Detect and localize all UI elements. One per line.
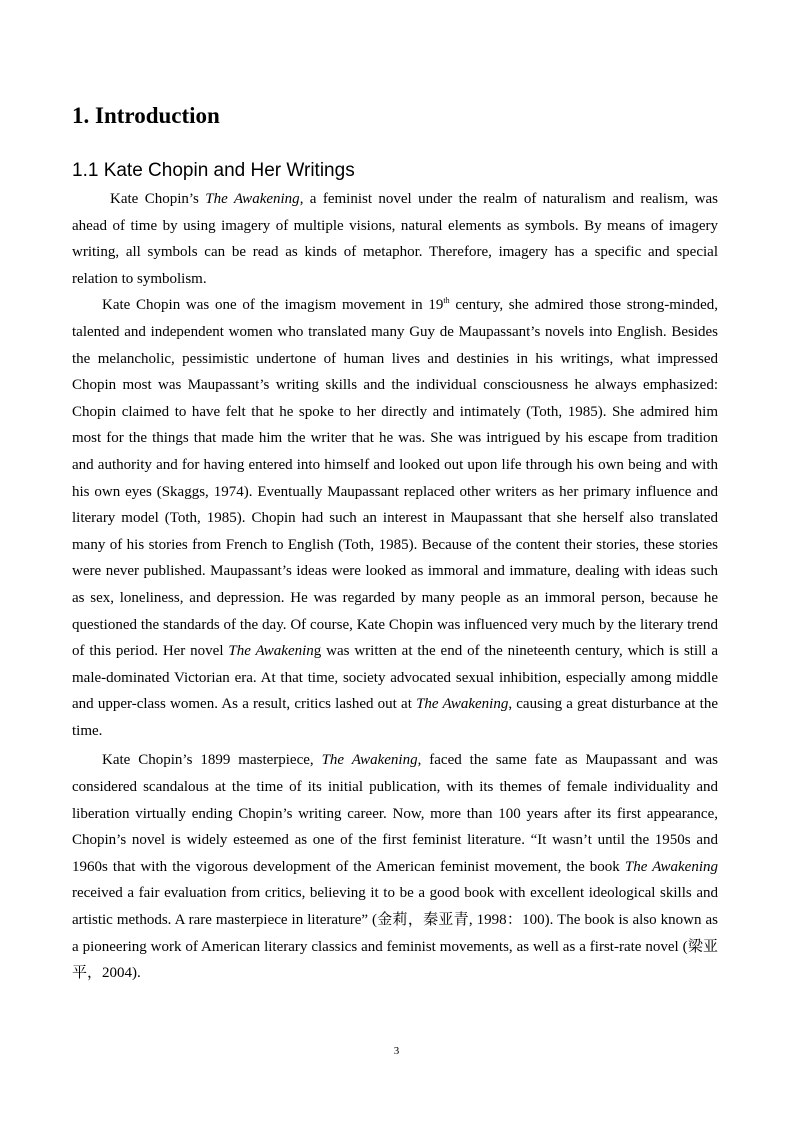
text-run: Kate Chopin was one of the imagism movement in 19 bbox=[102, 297, 444, 314]
italic-title: The Awakening bbox=[416, 696, 509, 713]
paragraph-2 bbox=[72, 292, 718, 744]
section-heading: 1.1 Kate Chopin and Her Writings bbox=[72, 160, 355, 181]
italic-title: The Awakenin bbox=[228, 643, 314, 660]
italic-title: The Awakening bbox=[321, 752, 418, 769]
text-run: century, she admired those strong-minded, talented and independent women who translated many Guy de Maupassant’s novels into English. Besides the melancholic, pessimistic undertone of human lives and destinies in his writings, what impressed Chopin most was Maupassant’s writing skills and the individual consciousness he always emphasized: Chopin claimed to have felt that he spoke to her directly and intimately (Toth, 1985). She admired him most for the things that made him the writer that he was. She was intrigued by his escape from tradition and authority and for having entered into himself and looked out upon life through his own being and with his own eyes (Skaggs, 1974). Eventually Maupassant replaced other writers as her primary influence and literary model (Toth, 1985). Chopin had such an interest in Maupassant that she herself also translated many of his stories from French to English (Toth, 1985). Because of the content their stories, these stories were never published. Maupassant’s ideas were looked as immoral and immature, dealing with ideas such as sex, loneliness, and depression. He was regarded by many people as an immoral person, because he questioned the standards of the day. Of course, Kate Chopin was influenced very much by the literary trend of this period. Her novel bbox=[72, 297, 718, 660]
italic-title: The Awakening bbox=[205, 191, 300, 207]
text-run: Kate Chopin’s 1899 masterpiece, bbox=[102, 752, 322, 769]
page-number: 3 bbox=[393, 1045, 400, 1057]
chapter-heading: 1. Introduction bbox=[72, 103, 220, 128]
text-run: , a feminist novel under the realm of naturalism and realism, was ahead of time by using imagery of multiple visions, natural elements as symbols. By means of imagery writing, all symbols can be read as kinds of metaphor. Therefore, imagery has a specific and special relation to symbolism. bbox=[72, 191, 719, 287]
italic-title: The Awakening bbox=[624, 858, 718, 875]
paragraph-3 bbox=[72, 747, 718, 986]
body-text bbox=[72, 186, 718, 987]
text-run: , causing a great disturbance at the time. bbox=[72, 696, 718, 739]
text-run: received a fair evaluation from critics, believing it to be a good book with excellent ideological skills and artistic methods. A rare masterpiece in literature” (金莉，秦亚青, 1998：100). The book is also known as a pioneering work of American literary classics and feminist movements, as well as a first-rate novel (梁亚平，2004). bbox=[72, 885, 718, 982]
text-run: , faced the same fate as Maupassant and was considered scandalous at the time of its initial publication, with its themes of female individuality and liberation virtually ending Chopin’s writing career. Now, more than 100 years after its first appearance, Chopin’s novel is widely esteemed as one of the first feminist literature. “It wasn’t until the 1950s and 1960s that with the vigorous development of the American feminist movement, the book bbox=[72, 752, 718, 875]
text-run: g was written at the end of the nineteenth century, which is still a male-dominated Victorian era. At that time, society advocated sexual inhibition, especially among middle and upper-class women. As a result, critics lashed out at bbox=[72, 643, 718, 713]
text-run: Kate Chopin’s bbox=[110, 191, 206, 207]
superscript: th bbox=[443, 296, 450, 306]
paragraph-1 bbox=[72, 186, 718, 292]
